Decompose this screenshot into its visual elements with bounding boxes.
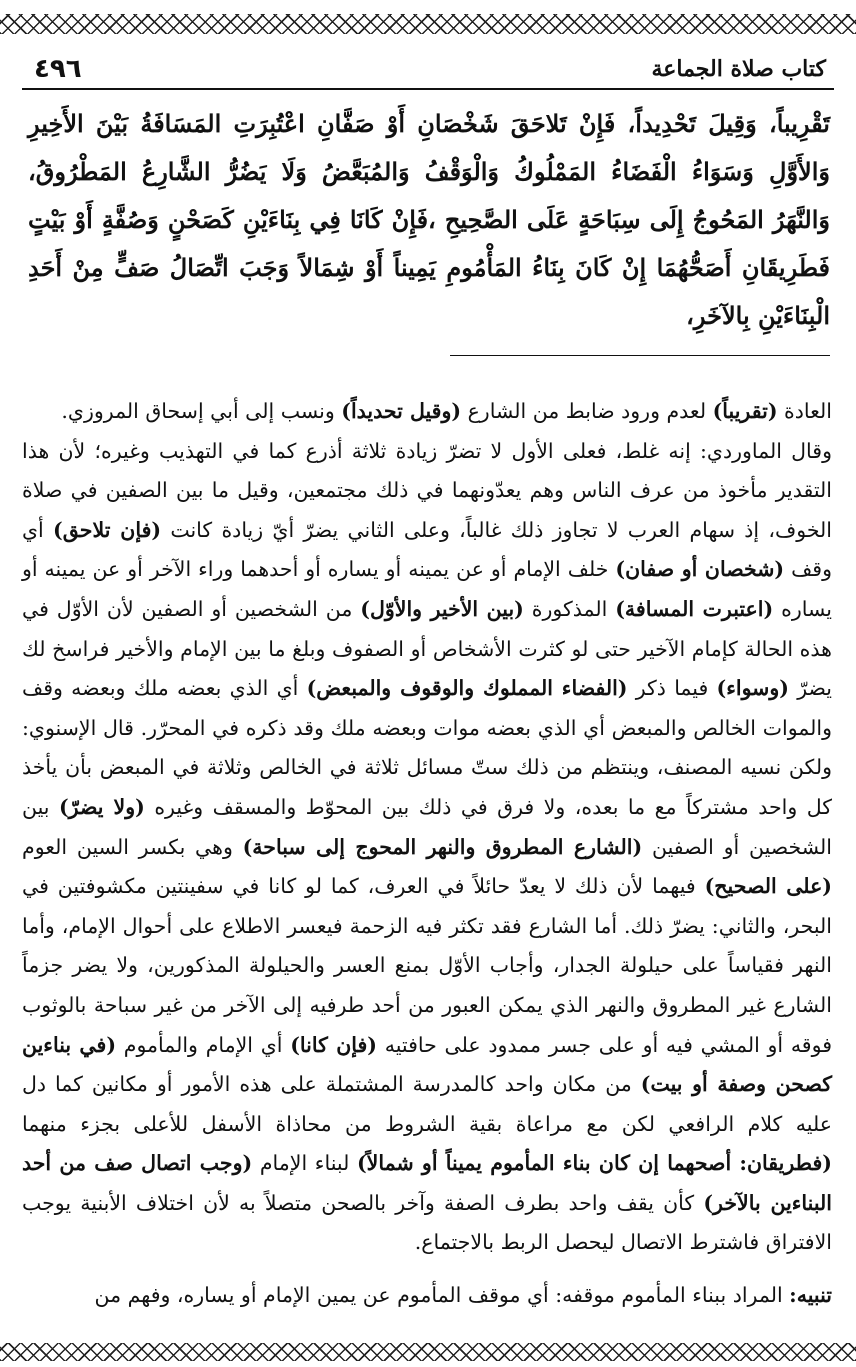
page-header (22, 48, 834, 90)
sharh-commentary (22, 392, 832, 1263)
footnote-divider (450, 355, 830, 356)
sharh-paragraph-1: العادة (تقريباً) لعدم ورود ضابط من الشارع (وقيل تحديداً) ونسب إلى أبي إسحاق المروزي. (61, 399, 832, 423)
sharh-paragraph-2: وقال الماوردي: إنه غلط، فعلى الأول لا تضرّ زيادة ثلاثة أذرع كما في التهذيب وغيره؛ لأن هذا التقدير مأخوذ من عرف الناس وهم يعدّونهما في ذلك مجتمعين، وقيل ما بين الصفين في صلاة الخوف، إذ سهام العرب لا تجاوز ذلك غالباً، وعلى الثاني يضرّ أيّ زيادة كانت (فإن تلاحق) أي وقف (شخصان أو صفان) خلف الإمام أو عن يمينه أو يساره أو أحدهما وراء الآخر أو عن يمينه أو يساره (اعتبرت المسافة) المذكورة (بين الأخير والأوّل) من الشخصين أو الصفين لأن الأوّل في هذه الحالة كإمام الآخير حتى لو كثرت الأشخاص أو الصفوف وبلغ ما بين الإمام والأخير فراسخ لك يضرّ (وسواء) فيما ذكر (الفضاء المملوك والوقوف والمبعض) أي الذي بعضه ملك وبعضه وقف والموات الخالص والمبعض أي الذي بعضه موات وبعضه ملك وقد ذكره في المحرّر. قال الإسنوي: ولكن نسيه المصنف، وينتظم من ذلك ستّ مسائل ثلاثة في الخالص وثلاثة في المبعض بأن يأخذ كل واحد مشتركاً مع ما بعده، ولا فرق في ذلك بين المحوّط والمسقف وغيره (ولا يضرّ) بين الشخصين أو الصفين (الشارع المطروق والنهر المحوج إلى سباحة) وهي بكسر السين العوم (على الصحيح) فيهما لأن ذلك لا يعدّ حائلاً في العرف، كما لو كانا في سفينتين مكشوفتين في البحر، والثاني: يضرّ ذلك. أما الشارع فقد تكثر فيه الزحمة فيعسر الاطلاع على أحوال الإمام، وأما النهر فقياساً على حيلولة الجدار، وأجاب الأوّل بمنع العسر والحيلولة المذكورين، ولا يضر جزماً الشارع غير المطروق والنهر الذي يمكن العبور من أحد طرفيه إلى الآخر من غير سباحة بالوثوب فوقه أو المشي فيه أو على جسر ممدود على حافتيه (فإن كانا) أي الإمام والمأموم (في بناءين كصحن وصفة أو بيت) من مكان واحد كالمدرسة المشتملة على هذه الأمور أو مكانين كما دل عليه كلام الرافعي لكن مع مراعاة بقية الشروط من محاذاة الأسفل للأعلى بجزء منهما (فطريقان: أصحهما إن كان بناء المأموم يميناً أو شمالاً) لبناء الإمام (وجب اتصال صف من أحد البناءين بالآخر) كأن يقف واحد بطرف الصفة وآخر بالصحن متصلاً به لأن اختلاف الأبنية يوجب الافتراق فاشترط الاتصال ليحصل الربط بالاجتماع. (22, 438, 833, 1255)
matn-paragraph: تَقْرِيباً، وَقِيلَ تَحْدِيداً، فَإِنْ تَلاحَقَ شَخْصَانِ أَوْ صَفَّانِ اعْتُبِرَتِ المَسَافَةُ بَيْنَ الأَخِيرِ وَالأَوَّلِ وَسَوَاءُ الْفَضَاءُ المَمْلُوكُ وَالْوَقْفُ وَالمُبَعَّضُ وَلَا يَضُرُّ الشَّارِعُ المَطْرُوقُ، وَالنَّهَرُ المَحُوجُ إِلَى سِبَاحَةٍ عَلَى الصَّحِيحِ ،فَإِنْ كَانَا فِي بِنَاءَيْنِ كَصَحْنٍ وَصُفَّةٍ أَوْ بَيْتٍ فَطَرِيقَانِ أَصَحُّهُمَا إِنْ كَانَ بِنَاءُ المَأْمُومِ يَمِيناً أَوْ شِمَالاً وَجَبَ اتِّصَالُ صَفٍّ مِنْ أَحَدِ الْبِنَاءَيْنِ بِالآخَرِ، (28, 109, 830, 330)
tanbih-text: المراد ببناء المأموم موقفه: أي موقف المأموم عن يمين الإمام أو يساره، وفهم من (94, 1283, 790, 1307)
top-ornament-border (0, 14, 856, 34)
tanbih-note (22, 1275, 832, 1315)
bottom-ornament-border (0, 1343, 856, 1361)
running-title: كتاب صلاة الجماعة (651, 56, 826, 82)
page-number: ٤٩٦ (34, 54, 82, 84)
tanbih-label: تنبيه: (789, 1283, 832, 1307)
matn-text-block (28, 100, 830, 340)
